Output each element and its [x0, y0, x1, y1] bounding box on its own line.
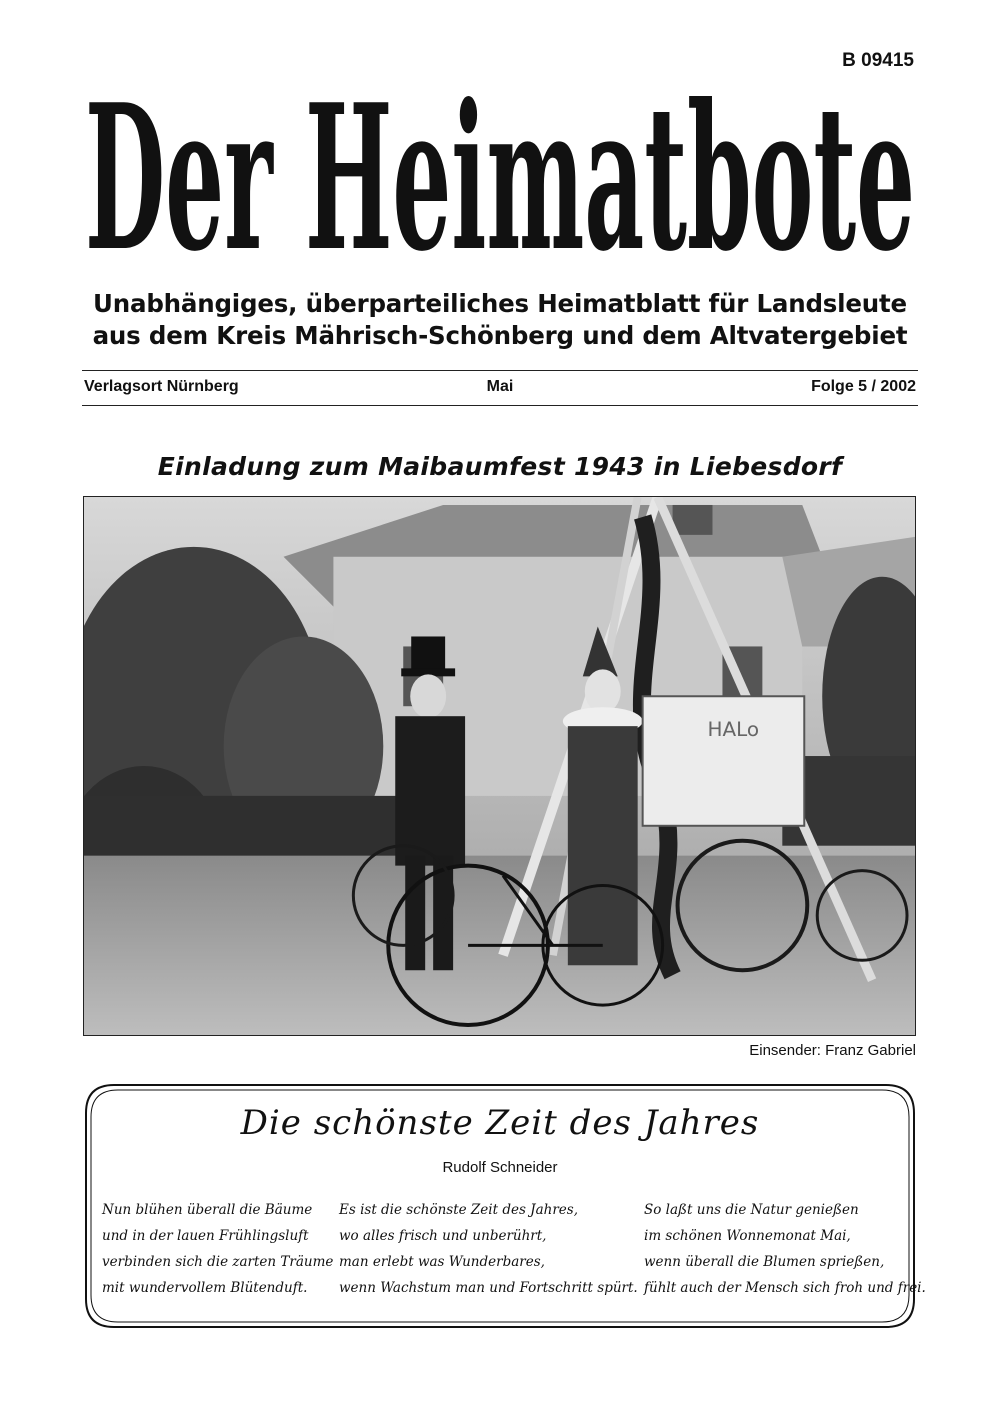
issue-number: Folge 5 / 2002 [811, 378, 916, 395]
poem-line: verbinden sich die zarten Träume [102, 1254, 334, 1270]
poem-line: wenn Wachstum man und Fortschritt spürt. [339, 1280, 638, 1296]
poem-stanza [339, 1197, 638, 1301]
poem-line: wenn überall die Blumen sprießen, [644, 1254, 885, 1270]
publication-subtitle [80, 288, 920, 352]
photo-credit: Einsender: Franz Gabriel [749, 1042, 916, 1059]
photo-sign-text: HALo [707, 718, 760, 742]
poem-line: man erlebt was Wunderbares, [339, 1254, 545, 1270]
poem-stanza [102, 1197, 333, 1301]
poem-line: mit wundervollem Blütenduft. [102, 1280, 308, 1296]
subtitle-line: Unabhängiges, überparteiliches Heimatblatt für Landsleute [93, 289, 907, 318]
issue-month: Mai [486, 378, 514, 395]
masthead-logo [80, 70, 920, 285]
issue-info-bar [82, 370, 918, 406]
poem-line: Nun blühen überall die Bäume [102, 1202, 313, 1218]
maibaum-photo [83, 496, 916, 1036]
issn-number: B 09415 [842, 50, 914, 71]
poem-title: Die schönste Zeit des Jahres [240, 1103, 760, 1143]
poem-box [84, 1083, 926, 1329]
subtitle-line: aus dem Kreis Mährisch-Schönberg und dem Altvatergebiet [92, 321, 908, 350]
poem-author: Rudolf Schneider [442, 1159, 558, 1176]
publisher-place: Verlagsort Nürnberg [84, 378, 239, 395]
poem-line: und in der lauen Frühlingsluft [102, 1228, 309, 1244]
feature-headline: Einladung zum Maibaumfest 1943 in Liebesdorf [157, 452, 843, 481]
masthead-title: Der Heimatbote [85, 70, 915, 285]
poem-line: Es ist die schönste Zeit des Jahres, [339, 1202, 578, 1218]
poem-line: wo alles frisch und unberührt, [339, 1228, 547, 1244]
poem-line: im schönen Wonnemonat Mai, [644, 1228, 851, 1244]
poem-line: fühlt auch der Mensch sich froh und frei. [644, 1280, 926, 1296]
poem-line: So laßt uns die Natur genießen [644, 1202, 859, 1218]
poem-stanza [644, 1197, 926, 1301]
